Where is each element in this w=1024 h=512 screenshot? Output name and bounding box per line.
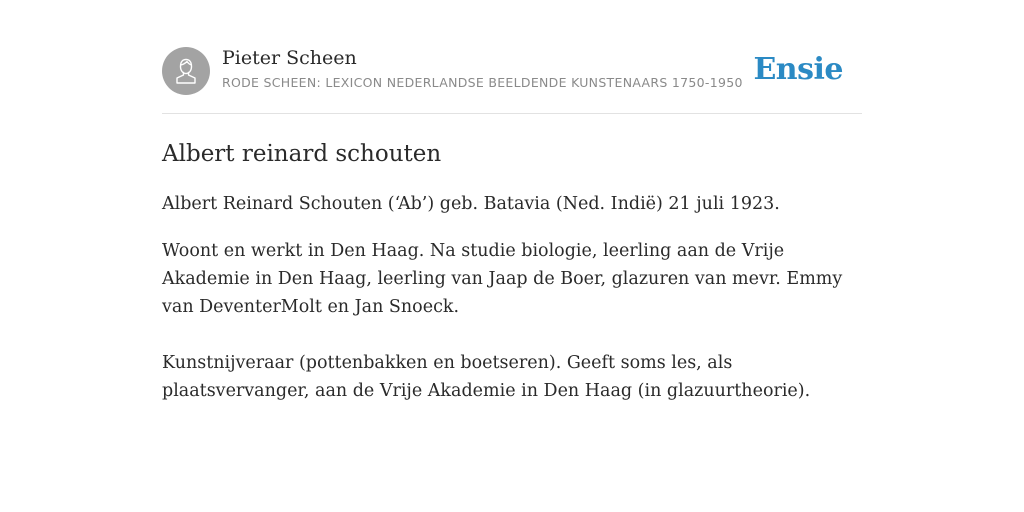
article-paragraph: Albert Reinard Schouten (‘Ab’) geb. Batavia (Ned. Indië) 21 juli 1923. — [162, 194, 780, 214]
article-title: Albert reinard schouten — [162, 141, 442, 167]
article-header — [162, 46, 862, 114]
author-name[interactable]: Pieter Scheen — [222, 47, 357, 69]
article-paragraph: Kunstnijveraar (pottenbakken en boetseren). Geeft soms les, als plaatsvervanger, aan de Vrije Akademie in Den Haag (in glazuurtheorie). — [162, 353, 811, 401]
source-title[interactable]: RODE SCHEEN: LEXICON NEDERLANDSE BEELDENDE KUNSTENAARS 1750-1950 — [222, 75, 743, 90]
user-avatar-icon[interactable] — [162, 47, 210, 95]
ensie-logo[interactable]: Ensie — [753, 52, 843, 87]
article-container — [162, 46, 862, 405]
person-outline-icon — [162, 47, 210, 95]
article-paragraph: Woont en werkt in Den Haag. Na studie biologie, leerling aan de Vrije Akademie in Den Haag, leerling van Jaap de Boer, glazuren van mevr. Emmy van DeventerMolt en Jan Snoeck. — [162, 241, 843, 317]
